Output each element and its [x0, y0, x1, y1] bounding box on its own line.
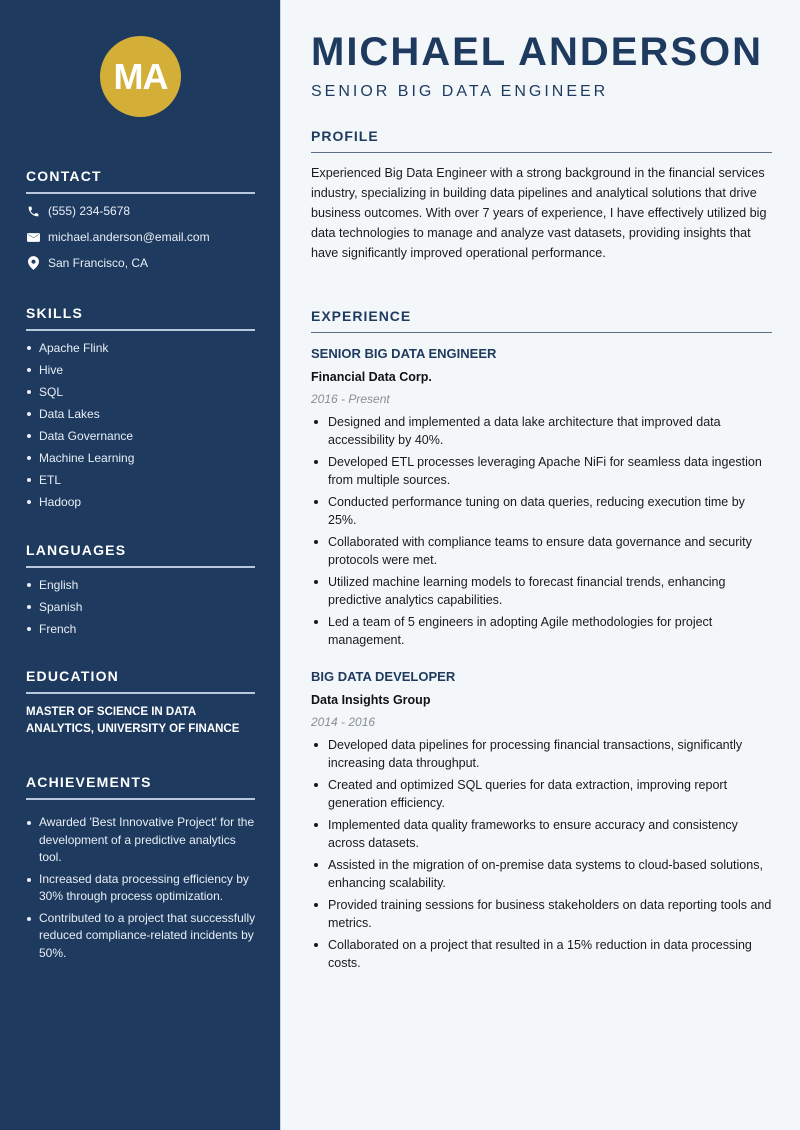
job-bullet: Implemented data quality frameworks to ensure accuracy and consistency across datasets. — [311, 816, 776, 852]
skill-item: SQL — [26, 381, 134, 403]
education-degree: MASTER OF SCIENCE IN DATA ANALYTICS, UNIVERSITY OF FINANCE — [26, 706, 240, 735]
contact-location-text: San Francisco, CA — [48, 256, 149, 270]
job-dates: 2016 - Present — [311, 392, 390, 406]
phone-icon — [26, 204, 40, 218]
achievement-item: Awarded 'Best Innovative Project' for the development of a predictive analytics tool. — [26, 814, 261, 867]
experience-heading: EXPERIENCE — [311, 308, 772, 333]
skill-item: Hadoop — [26, 491, 134, 513]
job-bullet: Assisted in the migration of on-premise data systems to cloud-based solutions, enhancing scalability. — [311, 856, 776, 892]
candidate-title: SENIOR BIG DATA ENGINEER — [311, 83, 609, 100]
education-heading: EDUCATION — [26, 668, 255, 694]
languages-heading: LANGUAGES — [26, 542, 255, 568]
skill-item: ETL — [26, 469, 134, 491]
language-item: Spanish — [26, 596, 82, 618]
language-item: English — [26, 574, 82, 596]
skill-item: Apache Flink — [26, 337, 134, 359]
job-company: Financial Data Corp. — [311, 370, 432, 384]
avatar — [100, 36, 181, 117]
sidebar — [0, 0, 280, 1130]
contact-email-text: michael.anderson@email.com — [48, 230, 210, 244]
job-bullets — [311, 413, 776, 649]
skill-item: Data Lakes — [26, 403, 134, 425]
achievements-list — [26, 814, 261, 966]
job-title: BIG DATA DEVELOPER — [311, 669, 456, 684]
job-entry — [311, 666, 776, 976]
job-bullet: Provided training sessions for business stakeholders on data reporting tools and metrics. — [311, 896, 776, 932]
main-content — [280, 0, 800, 1130]
job-bullet: Led a team of 5 engineers in adopting Agile methodologies for project management. — [311, 613, 776, 649]
profile-heading: PROFILE — [311, 128, 772, 153]
job-bullet: Collaborated with compliance teams to ensure data governance and security protocols were met. — [311, 533, 776, 569]
skill-item: Machine Learning — [26, 447, 134, 469]
location-pin-icon — [26, 256, 40, 270]
job-title: SENIOR BIG DATA ENGINEER — [311, 346, 497, 361]
contact-phone[interactable] — [26, 204, 130, 218]
achievements-heading: ACHIEVEMENTS — [26, 774, 255, 800]
job-bullet: Collaborated on a project that resulted in a 15% reduction in data processing costs. — [311, 936, 776, 972]
contact-email[interactable] — [26, 230, 210, 244]
job-dates: 2014 - 2016 — [311, 715, 376, 729]
skills-heading: SKILLS — [26, 305, 255, 331]
job-bullet: Designed and implemented a data lake architecture that improved data accessibility by 40%. — [311, 413, 776, 449]
job-bullet: Developed data pipelines for processing financial transactions, significantly increasing data throughput. — [311, 736, 776, 772]
skill-item: Data Governance — [26, 425, 134, 447]
job-entry — [311, 343, 776, 653]
job-bullet: Conducted performance tuning on data queries, reducing execution time by 25%. — [311, 493, 776, 529]
email-icon — [26, 230, 40, 244]
job-bullets — [311, 736, 776, 972]
job-bullet: Utilized machine learning models to forecast financial trends, enhancing predictive analytics capabilities. — [311, 573, 776, 609]
job-bullet: Developed ETL processes leveraging Apache NiFi for seamless data ingestion from multiple sources. — [311, 453, 776, 489]
contact-phone-text: (555) 234-5678 — [48, 204, 131, 218]
candidate-name: MICHAEL ANDERSON — [311, 30, 764, 74]
skills-list — [26, 337, 134, 513]
contact-heading: CONTACT — [26, 168, 255, 194]
contact-location — [26, 256, 148, 270]
achievement-item: Increased data processing efficiency by 30% through process optimization. — [26, 871, 261, 906]
job-company: Data Insights Group — [311, 693, 431, 707]
achievement-item: Contributed to a project that successfully reduced compliance-related incidents by 50%. — [26, 910, 261, 963]
profile-text: Experienced Big Data Engineer with a strong background in the financial services industry, specializing in building data pipelines and analytical solutions that drive business outcomes. With over 7 years of experience, I have effectively utilized big data technologies to manage and analyze vast datasets, providing insights that have significantly improved operational performance. — [311, 166, 767, 260]
languages-list — [26, 574, 82, 640]
skill-item: Hive — [26, 359, 134, 381]
avatar-initials: MA — [113, 55, 168, 97]
language-item: French — [26, 618, 82, 640]
job-bullet: Created and optimized SQL queries for data extraction, improving report generation efficiency. — [311, 776, 776, 812]
